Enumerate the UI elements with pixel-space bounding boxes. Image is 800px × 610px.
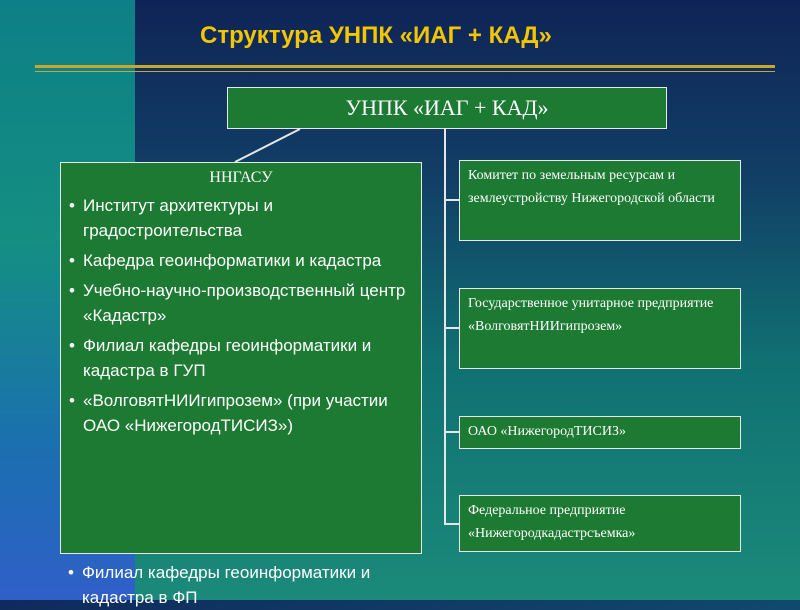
committee-node: Комитет по земельным ресурсам и землеустройству Нижегородской области <box>459 160 741 241</box>
list-item: • Филиал кафедры геоинформатики и кадастра в ГУП <box>69 336 372 380</box>
root-node <box>227 87 667 129</box>
volgovyatniigiprozem-node: Государственное унитарное предприятие «ВолговятНИИгипрозем» <box>459 288 741 369</box>
nngasu-overflow-item: • Филиал кафедры геоинформатики и кадастра в ФП <box>68 563 371 607</box>
nizhegorodkadastrsemka-node: Федеральное предприятие «Нижегородкадастрсъемка» <box>459 495 741 552</box>
root-node-label: УНПК «ИАГ + КАД» <box>345 95 549 120</box>
list-item: • «ВолговятНИИгипрозем» (при участии ОАО «НижегородТИСИЗ») <box>69 391 388 435</box>
nngasu-list <box>69 193 413 438</box>
list-item: • Кафедра геоинформатики и кадастра <box>69 251 382 270</box>
nngasu-node <box>60 162 422 554</box>
list-item: • Учебно-научно-производственный центр «Кадастр» <box>69 281 406 325</box>
slide-title: Структура УНПК «ИАГ + КАД» <box>200 22 552 49</box>
title-underline <box>35 65 775 68</box>
list-item: • Институт архитектуры и градостроительства <box>69 196 273 240</box>
title-underline-thin <box>35 71 775 72</box>
nizhegorodtisiz-node: ОАО «НижегородТИСИЗ» <box>459 416 741 449</box>
nngasu-node-header: ННГАСУ <box>209 169 273 186</box>
